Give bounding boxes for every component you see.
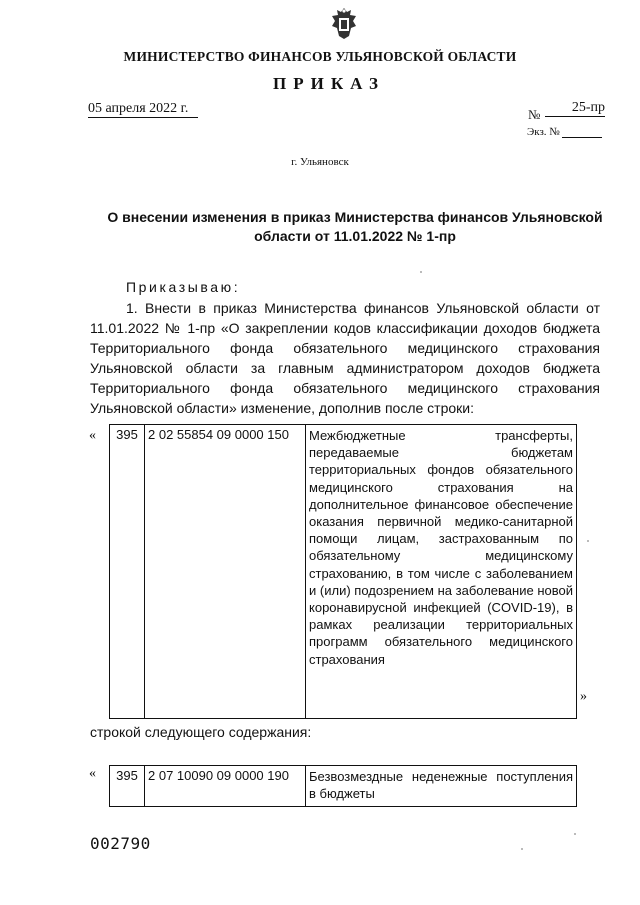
existing-row-table: [109, 424, 577, 719]
row-description: Межбюджетные трансферты, передаваемые бюджетам территориальных фондов обязательного медицинского страхования на дополнительное финансовое обеспечение оказания первичной медико-санитарной помощи лицам, застрахованным по обязательному медицинскому страхованию, в том числе с заболеванием и (или) подозрением на заболевание новой коронавирусной инфекцией (COVID-19), в рамках реализации территориальных программ обязательного медицинского страхования: [306, 425, 577, 719]
city-name: г. Ульяновск: [291, 156, 349, 168]
scan-speck: [521, 848, 523, 850]
row-description: Безвозмездные неденежные поступления в бюджеты: [306, 766, 577, 807]
scan-speck: [587, 540, 589, 542]
row-number: 395: [110, 425, 145, 719]
copy-number-label: Экз. №: [527, 126, 560, 138]
paragraph-text: 1. Внести в приказ Министерства финансов Ульяновской области от 11.01.2022 № 1-пр «О закреплении кодов классификации доходов бюджета Территориального фонда обязательного медицинского страхования Ульяновской области за главным администратором доходов бюджета Территориального фонда обязательного медицинского страхования Ульяновской области» изменение, дополнив после строки:: [90, 300, 600, 416]
close-quote: »: [580, 689, 587, 704]
classification-code: 2 07 10090 09 0000 190: [145, 766, 306, 807]
scan-speck: [574, 833, 576, 835]
coat-of-arms-icon: [329, 6, 359, 40]
document-type-title: ПРИКАЗ: [273, 74, 385, 93]
open-quote: «: [89, 766, 96, 781]
open-quote: «: [89, 428, 96, 443]
row-number: 395: [110, 766, 145, 807]
table-row: [110, 425, 577, 719]
order-date: 05 апреля 2022 г.: [88, 101, 198, 118]
order-word: Приказываю:: [126, 279, 241, 295]
order-subject: О внесении изменения в приказ Министерства финансов Ульяновской области от 11.01.2022 № 1-пр: [107, 209, 603, 244]
order-number: 25-пр: [545, 100, 605, 117]
new-row-intro: строкой следующего содержания:: [90, 724, 312, 740]
order-number-label: №: [528, 107, 541, 122]
scan-speck: [420, 271, 422, 273]
new-row-table: [109, 765, 577, 807]
order-paragraph: [90, 298, 600, 418]
table-row: [110, 766, 577, 807]
ministry-name: МИНИСТЕРСТВО ФИНАНСОВ УЛЬЯНОВСКОЙ ОБЛАСТИ: [123, 49, 517, 64]
document-serial-number: 002790: [90, 834, 151, 853]
classification-code: 2 02 55854 09 0000 150: [145, 425, 306, 719]
copy-number-field: [562, 137, 602, 138]
